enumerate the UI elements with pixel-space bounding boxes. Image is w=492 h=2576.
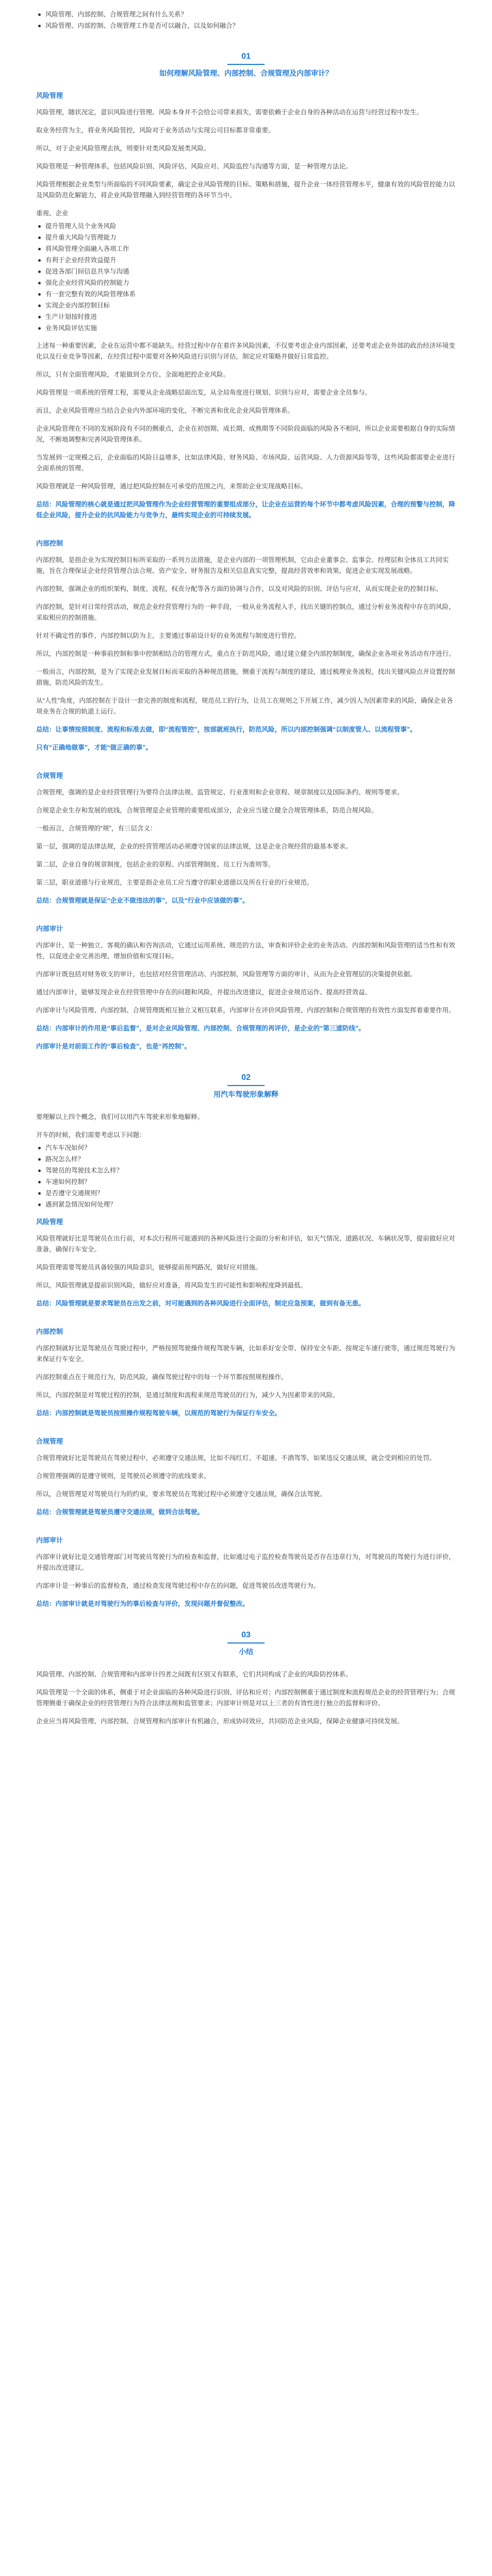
- paragraph: 针对不确定性的事件，内部控制以防为主，主要通过事前设计好的业务流程与制度进行管控。: [36, 632, 301, 639]
- paragraph: 合规管理强调的是遵守规则，是驾驶员必须遵守的底线要求。: [36, 1472, 210, 1480]
- list-item-text: 是否遵守交通规则？: [45, 1190, 104, 1197]
- bullet-icon: [38, 1158, 41, 1161]
- summary-paragraph: 只有“正确地做事”，才能“做正确的事”。: [36, 744, 153, 751]
- summary-paragraph: 总结：合规管理就是驾驶员遵守交通法规，做到合法驾驶。: [36, 1509, 204, 1516]
- bullet-icon: [38, 25, 41, 27]
- list-item-text: 车速如何控制？: [45, 1178, 91, 1185]
- list-item: [36, 221, 456, 231]
- list-item-text: 有利于企业经营效益提升: [45, 257, 117, 264]
- bullet-icon: [38, 225, 41, 228]
- paragraph: 上述每一种重要因素，企业在运营中都不能缺失。经营过程中存在着许多风险因素，不仅要考虑企业内部因素，还要考虑企业外部的政治经济环境变化以及行业竞争等因素，在经营过程中需要对各种风险进行识别与评估，制定应对策略并做好日常监控。: [36, 342, 455, 360]
- list-item: [36, 323, 456, 333]
- section-divider: [227, 1085, 265, 1086]
- bullet-icon: [38, 1204, 41, 1206]
- section-divider: [227, 64, 265, 65]
- bullet-icon: [38, 304, 41, 307]
- bullet-list: [36, 1143, 456, 1210]
- summary-paragraph: 总结：内部审计就是对驾驶行为的事后检查与评价，发现问题并督促整改。: [36, 1600, 249, 1607]
- paragraph: 内部控制，强调企业的组织架构，制度、流程，权责分配等各方面的协调与合作，以及对风险的识别、评估与应对，从而实现企业的控制目标。: [36, 585, 442, 592]
- paragraph: 取业务经营为主，将业务风险管控，风险对于业务活动与实现公司目标都非常重要。: [36, 127, 275, 134]
- intro-list: [36, 9, 456, 31]
- summary-paragraph: 总结：让事情按照制度、流程和标准去做，即“流程管控”，按部就班执行，防范风险，所以内部控制强调“以制度管人、以流程管事”。: [36, 726, 417, 733]
- list-item-text: 风险管理、内部控制、合规管理工作是否可以融合，以及如何融合？: [45, 22, 239, 29]
- list-item: [36, 1154, 456, 1164]
- paragraph: 第二层，企业自身的规章制度，包括企业的章程、内部管理制度、员工行为准则等。: [36, 861, 275, 868]
- section-title: 用汽车驾驶形象解释: [214, 1090, 278, 1098]
- paragraph: 开车的时候，我们需要考虑以下问题：: [36, 1131, 146, 1139]
- paragraph: 内部审计与风险管理、内部控制、合规管理既相互独立又相互联系，内部审计在评价风险管理、内部控制和合规管理的有效性方面发挥着重要作用。: [36, 1007, 455, 1014]
- list-item: [36, 1165, 456, 1176]
- section-header: [36, 1630, 456, 1657]
- paragraph: 内部控制，是指企业为实现控制目标所采取的一系列方法措施，是企业内部的一项管理机制，它由企业董事会、监事会、经理层和全体员工共同实施，旨在合理保证企业经营管理合法合规、资产安全、财务报告及相关信息真实完整，提高经营效率和效果，促进企业实现发展战略。: [36, 556, 449, 574]
- paragraph: 一般而言，内部控制，是为了实现企业发展目标而采取的各种规范措施，侧重于流程与制度的建设，通过梳理业务流程，找出关键风险点并设置控制措施，防范风险的发生。: [36, 668, 455, 686]
- list-item: [36, 244, 456, 254]
- paragraph: 通过内部审计，能够发现企业在经营管理中存在的问题和风险，并提出改进建议，促进企业规范运作、提高经营效益。: [36, 989, 372, 996]
- list-item: [36, 300, 456, 311]
- list-item: [36, 1177, 456, 1187]
- paragraph: 从“人性”角度，内部控制在于设计一套完善的制度和流程，规范员工的行为，让员工在规则之下开展工作，减少因人为因素带来的风险，确保企业各项业务在合规的轨道上运行。: [36, 697, 453, 715]
- paragraph: 内部控制，是针对日常经营活动，规范企业经营管理行为的一种手段，一般从业务流程入手，找出关键的控制点，通过分析业务流程中存在的风险，采取相应的控制措施。: [36, 603, 455, 621]
- list-item: [36, 1143, 456, 1153]
- list-item: [36, 289, 456, 299]
- bullet-icon: [38, 1170, 41, 1172]
- paragraph: 内部控制就好比是驾驶员在驾驶过程中，严格按照驾驶操作规程驾驶车辆，比如系好安全带、保持安全车距、按规定车速行驶等，通过规范驾驶行为来保证行车安全。: [36, 1345, 455, 1363]
- bullet-icon: [38, 316, 41, 318]
- paragraph: 风险管理就好比是驾驶员在出行前，对本次行程所可能遇到的各种风险进行全面的分析和评估，如天气情况、道路状况、车辆状况等，提前做好应对准备，确保行车安全。: [36, 1235, 455, 1253]
- list-item-text: 促进各部门间信息共享与沟通: [45, 268, 129, 275]
- list-item-text: 将风险管理全面融入各项工作: [45, 245, 129, 252]
- paragraph: 所以，风险管理就是提前识别风险，做好应对准备，将风险发生的可能性和影响程度降到最低。: [36, 1282, 307, 1289]
- summary-paragraph: 总结：风险管理就是要求驾驶员在出发之前，对可能遇到的各种风险进行全面评估，制定应急预案，做到有备无患。: [36, 1300, 365, 1307]
- section-number: 01: [241, 52, 251, 61]
- list-item-text: 路况怎么样？: [45, 1156, 85, 1163]
- bullet-icon: [38, 327, 41, 330]
- subsection-title: 风险管理: [36, 92, 63, 99]
- paragraph: 合规管理，强调的是企业经营管理行为要符合法律法规、监管规定、行业准则和企业章程、规章制度以及国际条约、规则等要求。: [36, 789, 404, 796]
- paragraph: 风险管理是一个全面的体系，侧重于对企业面临的各种风险进行识别、评估和应对；内部控制侧重于通过制度和流程规范企业的经营管理行为；合规管理侧重于确保企业的经营管理行为符合法律法规和监管要求；内部审计则是对以上三者的有效性进行独立的监督和评价。: [36, 1689, 455, 1707]
- section-number: 03: [241, 1631, 251, 1639]
- bullet-icon: [38, 293, 41, 296]
- list-item-text: 生产计划按时推进: [45, 313, 97, 320]
- paragraph: 风险管理，随状况定，意识风险进行管理。风险本身并不会给公司带来损失，需要依赖于企业自身的各种活动在运营与经营过程中发生。: [36, 109, 423, 116]
- paragraph: 所以，内部控制是对驾驶过程的控制，是通过制度和流程来规范驾驶员的行为，减少人为因素带来的风险。: [36, 1392, 339, 1399]
- section-number: 02: [241, 1073, 251, 1082]
- list-item-text: 遇到紧急情况如何处理？: [45, 1201, 117, 1208]
- bullet-icon: [38, 270, 41, 273]
- paragraph: 风险管理是一项系统的管理工程，需要从企业战略层面出发，从全局角度进行规划、识别与应对，需要企业全员参与。: [36, 389, 372, 396]
- list-item-text: 实现企业内部控制目标: [45, 302, 110, 309]
- bullet-list: [36, 221, 456, 333]
- subsection-title: 风险管理: [36, 1218, 63, 1226]
- list-item-text: 提升管理人员个业务风险: [45, 223, 117, 230]
- subsection-title: 内部控制: [36, 539, 63, 547]
- section-title: 小结: [239, 1648, 253, 1656]
- summary-paragraph: 总结：合规管理就是保证“企业不做违法的事”，以及“行业中应该做的事”。: [36, 897, 249, 904]
- list-item: [36, 9, 456, 20]
- paragraph: 风险管理、内部控制、合规管理和内部审计四者之间既有区别又有联系，它们共同构成了企业的风险防控体系。: [36, 1671, 352, 1678]
- list-item: [36, 1188, 456, 1198]
- paragraph: 重视、企业: [36, 210, 69, 217]
- bullet-icon: [38, 236, 41, 239]
- list-item-text: 有一套完整有效的风险管理体系: [45, 291, 136, 298]
- list-item-text: 业务风险评估实施: [45, 325, 97, 332]
- list-item-text: 汽车车况如何？: [45, 1144, 91, 1151]
- bullet-icon: [38, 282, 41, 284]
- paragraph: 内部审计就好比是交通管理部门对驾驶员驾驶行为的检查和监督，比如通过电子监控检查驾驶员是否存在违章行为，对驾驶员的驾驶行为进行评价，并提出改进建议。: [36, 1553, 455, 1571]
- summary-paragraph: 内部审计是对前面工作的“事后检查”，也是“再控制”。: [36, 1043, 191, 1050]
- paragraph: 企业风险管理在不同的发展阶段有不同的侧重点，企业在初创期、成长期、成熟期等不同阶段面临的风险各不相同，所以企业需要根据自身的实际情况，不断地调整和完善风险管理体系。: [36, 425, 455, 443]
- section-divider: [227, 1642, 265, 1643]
- paragraph: 所以，内部控制是一种事前控制和事中控制相结合的管理方式，重点在于防范风险，通过建立健全内部控制制度，确保企业各项业务活动有序进行。: [36, 650, 455, 657]
- bullet-icon: [38, 259, 41, 262]
- list-item: [36, 232, 456, 243]
- list-item: [36, 278, 456, 288]
- paragraph: 要理解以上四个概念，我们可以用汽车驾驶来形象地解释。: [36, 1113, 204, 1121]
- paragraph: 所以，对于企业风险管理去执，则要针对类风险发展类风险。: [36, 145, 210, 152]
- subsection-title: 合规管理: [36, 772, 63, 779]
- paragraph: 风险管理就是一种风险管理，通过把风险控制在可承受的范围之内，来帮助企业实现战略目标。: [36, 483, 307, 490]
- list-item: [36, 21, 456, 31]
- paragraph: 合规是企业生存和发展的底线，合规管理是企业管理的重要组成部分，企业应当建立健全合规管理体系，防范合规风险。: [36, 807, 378, 814]
- paragraph: 内部控制重点在于规范行为，防范风险，确保驾驶过程中的每一个环节都按照规程操作。: [36, 1374, 288, 1381]
- paragraph: 第一层，强调的是法律法规，企业的经营管理活动必须遵守国家的法律法规，这是企业合规经营的最基本要求。: [36, 843, 352, 850]
- paragraph: 一般而言，合规管理的“规”，有三层含义：: [36, 825, 157, 832]
- list-item-text: 提升重大风险与管理能力: [45, 234, 117, 241]
- section-header: [36, 52, 456, 78]
- paragraph: 当发展到一定规模之后，企业面临的风险日益增多，比如法律风险、财务风险、市场风险、运营风险、人力资源风险等等，这些风险都需要企业进行全面系统的管理。: [36, 454, 455, 472]
- paragraph: 风险管理是一种管理体系，包括风险识别、风险评估、风险应对、风险监控与沟通等方面，是一种管理方法论。: [36, 163, 352, 170]
- list-item: [36, 312, 456, 322]
- paragraph: 合规管理就好比是驾驶员在驾驶过程中，必须遵守交通法规，比如不闯红灯、不超速、不酒驾等，如果违反交通法规，就会受到相应的处罚。: [36, 1454, 436, 1462]
- subsection-title: 内部审计: [36, 925, 63, 933]
- list-item: [36, 255, 456, 265]
- bullet-icon: [38, 1192, 41, 1195]
- paragraph: 而且，企业风险管理应当结合企业内外部环境的变化，不断完善和优化企业风险管理体系。: [36, 407, 294, 414]
- paragraph: 企业应当将风险管理、内部控制、合规管理和内部审计有机融合，形成协同效应，共同防范企业风险，保障企业健康可持续发展。: [36, 1718, 404, 1725]
- paragraph: 风险管理根据企业类型与所面临的不同风险要素，确定企业风险管理的目标、策略和措施，提升企业一体经营管理水平，健康有效的风险管控能力以及风险防范化解能力，将企业风险管理融入到经营管理的各环节当中。: [36, 181, 455, 199]
- bullet-icon: [38, 13, 41, 16]
- list-item: [36, 1199, 456, 1210]
- paragraph: 所以，只有全面管理风险，才能做到全方位、全面地把控企业风险。: [36, 371, 230, 378]
- bullet-icon: [38, 248, 41, 250]
- paragraph: 内部审计，是一种独立、客观的确认和咨询活动，它通过运用系统、规范的方法，审查和评价企业的业务活动、内部控制和风险管理的适当性和有效性，以促进企业完善治理、增加价值和实现目标。: [36, 942, 455, 960]
- paragraph: 风险管理需要驾驶员具备较强的风险意识，能够提前预判路况，做好应对措施。: [36, 1264, 262, 1271]
- paragraph: 第三层，职业道德与行业规范，主要是指企业员工应当遵守的职业道德以及所在行业的行业规范。: [36, 879, 314, 886]
- paragraph: 内部审计是一种事后的监督检查，通过检查发现驾驶过程中存在的问题，促进驾驶员改进驾驶行为。: [36, 1582, 320, 1589]
- paragraph: 所以，合规管理是对驾驶员行为的约束，要求驾驶员在驾驶过程中必须遵守交通法规，确保合法驾驶。: [36, 1490, 326, 1498]
- section-header: [36, 1073, 456, 1099]
- subsection-title: 内部控制: [36, 1328, 63, 1335]
- paragraph: 内部审计既包括对财务收支的审计，也包括对经营管理活动、内部控制、风险管理等方面的审计，从而为企业管理层的决策提供依据。: [36, 971, 417, 978]
- summary-paragraph: 总结：内部控制就是驾驶员按照操作规程驾驶车辆，以规范的驾驶行为保证行车安全。: [36, 1410, 282, 1417]
- summary-paragraph: 总结：内部审计的作用是“事后监督”，是对企业风险管理、内部控制、合规管理的再评价，是企业的“第三道防线”。: [36, 1025, 365, 1032]
- summary-paragraph: 总结：风险管理的核心就是通过把风险管理作为企业经营管理的重要组成部分，让企业在运营的每个环节中都考虑风险因素，合理的预警与控制，降低企业风险，提升企业的抗风险能力与竞争力，最终实现企业的可持续发展。: [36, 501, 455, 519]
- bullet-icon: [38, 1147, 41, 1149]
- list-item-text: 驾驶员的驾驶技术怎么样？: [45, 1167, 123, 1174]
- list-item-text: 强化企业经营风险的控制能力: [45, 279, 129, 286]
- list-item-text: 风险管理、内部控制、合规管理之间有什么关系？: [45, 11, 188, 18]
- subsection-title: 内部审计: [36, 1536, 63, 1544]
- section-title: 如何理解风险管理、内部控制、合规管理及内部审计？: [159, 69, 333, 77]
- list-item: [36, 266, 456, 277]
- subsection-title: 合规管理: [36, 1437, 63, 1445]
- bullet-icon: [38, 1181, 41, 1183]
